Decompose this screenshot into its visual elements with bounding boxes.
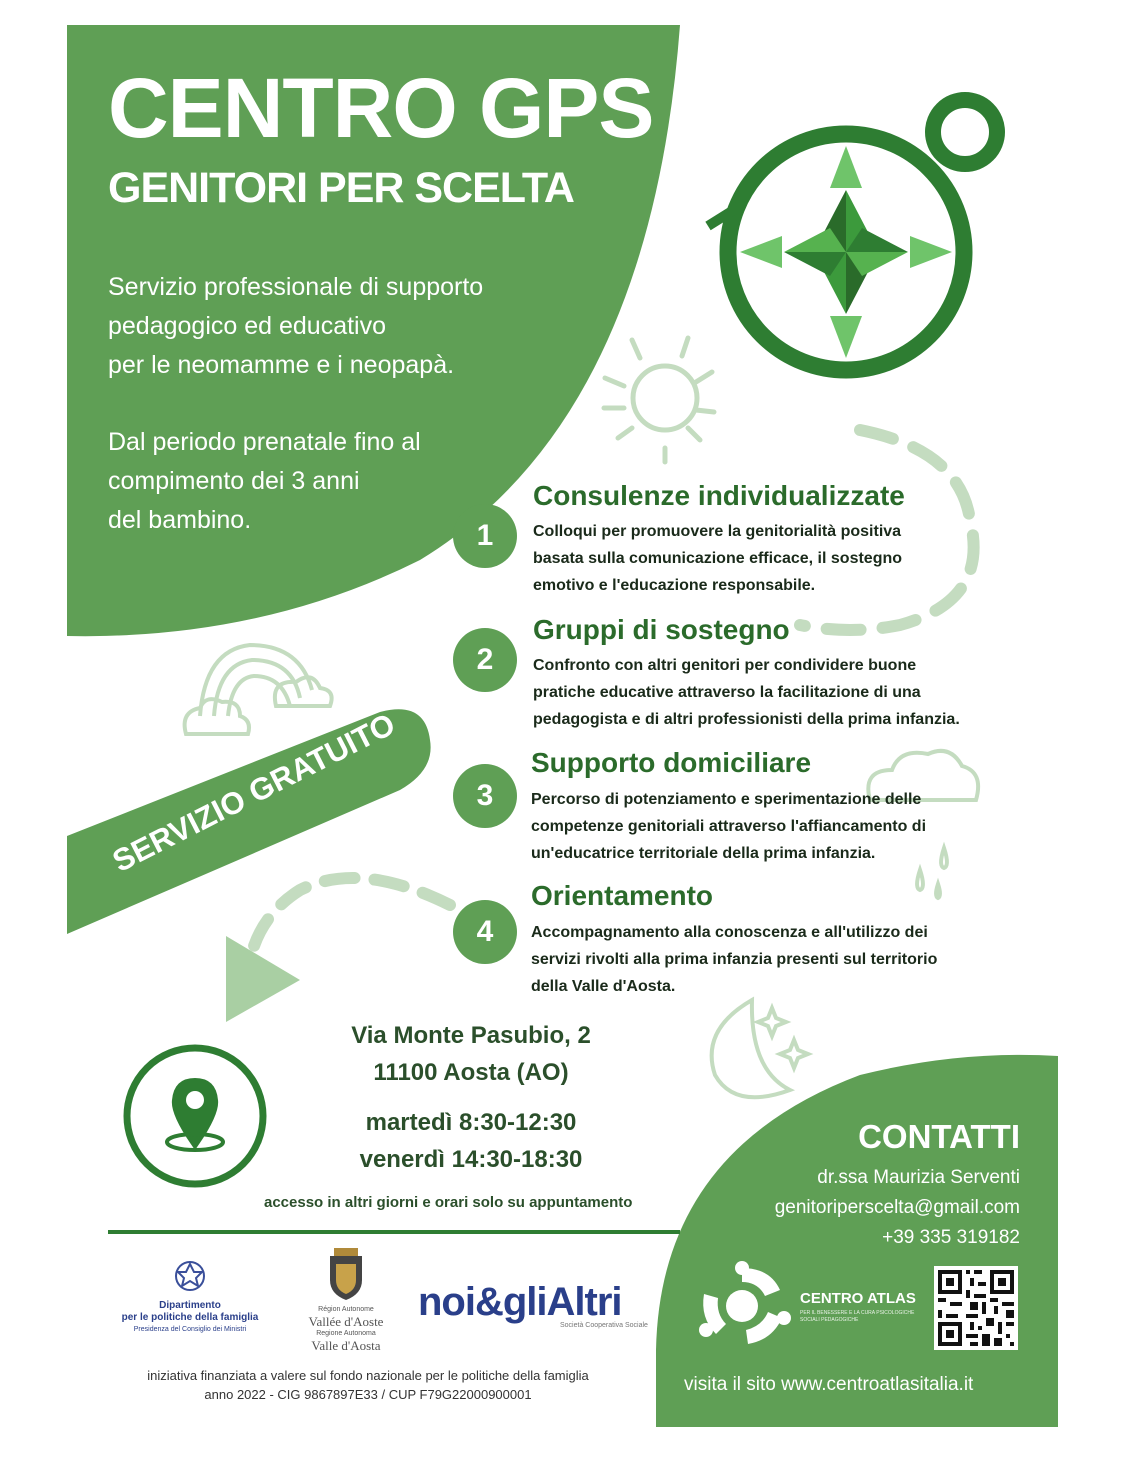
service-title: Gruppi di sostegno xyxy=(533,614,790,645)
service-line: Colloqui per promuovere la genitorialità positiva xyxy=(533,523,902,540)
shield-icon xyxy=(330,1248,362,1300)
service-line: un'educatrice territoriale della prima infanzia. xyxy=(531,845,876,862)
page-subtitle: GENITORI PER SCELTA xyxy=(108,164,574,212)
intro-line: pedagogico ed educativo xyxy=(108,312,387,340)
opening-hours: venerdì 14:30-18:30 xyxy=(359,1146,583,1173)
service-line: competenze genitoriali attraverso l'affiancamento di xyxy=(531,818,927,835)
service-number-badge: 2 xyxy=(453,628,517,692)
service-line: pratiche educative attraverso la facilitazione di una xyxy=(533,684,921,701)
contact-name: dr.ssa Maurizia Serventi xyxy=(817,1167,1020,1188)
logo-text: Società Cooperativa Sociale xyxy=(560,1322,648,1329)
emblem-icon xyxy=(176,1262,204,1290)
service-title: Orientamento xyxy=(531,880,714,911)
service-title: Consulenze individualizzate xyxy=(533,480,905,511)
service-line: Confronto con altri genitori per condividere buone xyxy=(533,657,917,674)
appointment-note: accesso in altri giorni e orari solo su appuntamento xyxy=(264,1194,633,1211)
atlas-logo-text: CENTRO ATLAS xyxy=(800,1290,916,1307)
logo-text: Dipartimento xyxy=(159,1300,221,1311)
logo-text: Regione Autonoma xyxy=(316,1330,376,1337)
address-city: 11100 Aosta (AO) xyxy=(373,1059,569,1086)
page-title: CENTRO GPS xyxy=(108,61,654,155)
service-description xyxy=(533,652,1033,733)
service-description xyxy=(531,919,1031,1000)
website-link[interactable]: visita il sito www.centroatlasitalia.it xyxy=(684,1374,974,1395)
noi-e-gli-altri-logo: noi&gliAltri xyxy=(418,1280,622,1324)
intro-line: del bambino. xyxy=(108,506,252,534)
region-logo xyxy=(296,1304,396,1352)
intro-line: per le neomamme e i neopapà. xyxy=(108,351,455,379)
location-icon xyxy=(127,1048,263,1184)
service-number-badge: 4 xyxy=(453,900,517,964)
contact-email[interactable]: genitoriperscelta@gmail.com xyxy=(774,1197,1020,1218)
free-service-badge: SERVIZIO GRATUITO xyxy=(106,706,401,879)
qr-code-icon[interactable] xyxy=(934,1266,1018,1350)
service-number-badge: 3 xyxy=(453,764,517,828)
service-title: Supporto domiciliare xyxy=(531,747,812,778)
address-street: Via Monte Pasubio, 2 xyxy=(351,1022,591,1049)
intro-line: Servizio professionale di supporto xyxy=(108,273,484,301)
service-line: Accompagnamento alla conoscenza e all'utilizzo dei xyxy=(531,924,928,941)
service-line: basata sulla comunicazione efficace, il sostegno xyxy=(533,550,903,567)
logo-text: Valle d'Aosta xyxy=(311,1338,381,1353)
ministry-logo xyxy=(110,1300,270,1336)
logo-text: Presidenza del Consiglio dei Ministri xyxy=(133,1326,247,1333)
moon-icon xyxy=(712,1000,808,1097)
compass-icon xyxy=(708,100,997,370)
rainbow-icon xyxy=(185,645,332,734)
funding-note xyxy=(108,1366,628,1404)
service-line: emotivo e l'educazione responsabile. xyxy=(533,577,816,594)
service-line: Percorso di potenziamento e sperimentazione delle xyxy=(531,791,922,808)
footer-line: anno 2022 - CIG 9867897E33 / CUP F79G22000900001 xyxy=(204,1387,532,1402)
service-number-badge: 1 xyxy=(453,504,517,568)
service-line: della Valle d'Aosta. xyxy=(531,978,676,995)
service-description xyxy=(531,786,1031,867)
intro-line: compimento dei 3 anni xyxy=(108,467,360,495)
divider xyxy=(108,1230,680,1234)
logo-text: Vallée d'Aoste xyxy=(308,1314,384,1329)
contact-phone[interactable]: +39 335 319182 xyxy=(882,1227,1020,1248)
intro-text xyxy=(108,268,548,540)
service-line: pedagogista e di altri professionisti della prima infanzia. xyxy=(533,711,960,728)
service-line: servizi rivolti alla prima infanzia presenti sul territorio xyxy=(531,951,938,968)
arrow-icon xyxy=(226,936,300,1022)
footer-line: iniziativa finanziata a valere sul fondo nazionale per le politiche della famiglia xyxy=(147,1368,589,1383)
logo-text: PER IL BENESSERE E LA CURA PSICOLOGICHE SOCIALI PEDAGOGICHE xyxy=(800,1310,915,1323)
service-description xyxy=(533,518,1033,599)
logo-text: Région Autonome xyxy=(318,1306,374,1313)
logo-text: per le politiche della famiglia xyxy=(121,1312,259,1323)
sun-icon xyxy=(604,338,714,462)
dashed-path-bottom xyxy=(250,878,450,960)
contacts-title: CONTATTI xyxy=(858,1118,1020,1155)
opening-hours: martedì 8:30-12:30 xyxy=(365,1109,577,1136)
intro-line: Dal periodo prenatale fino al xyxy=(108,428,421,456)
